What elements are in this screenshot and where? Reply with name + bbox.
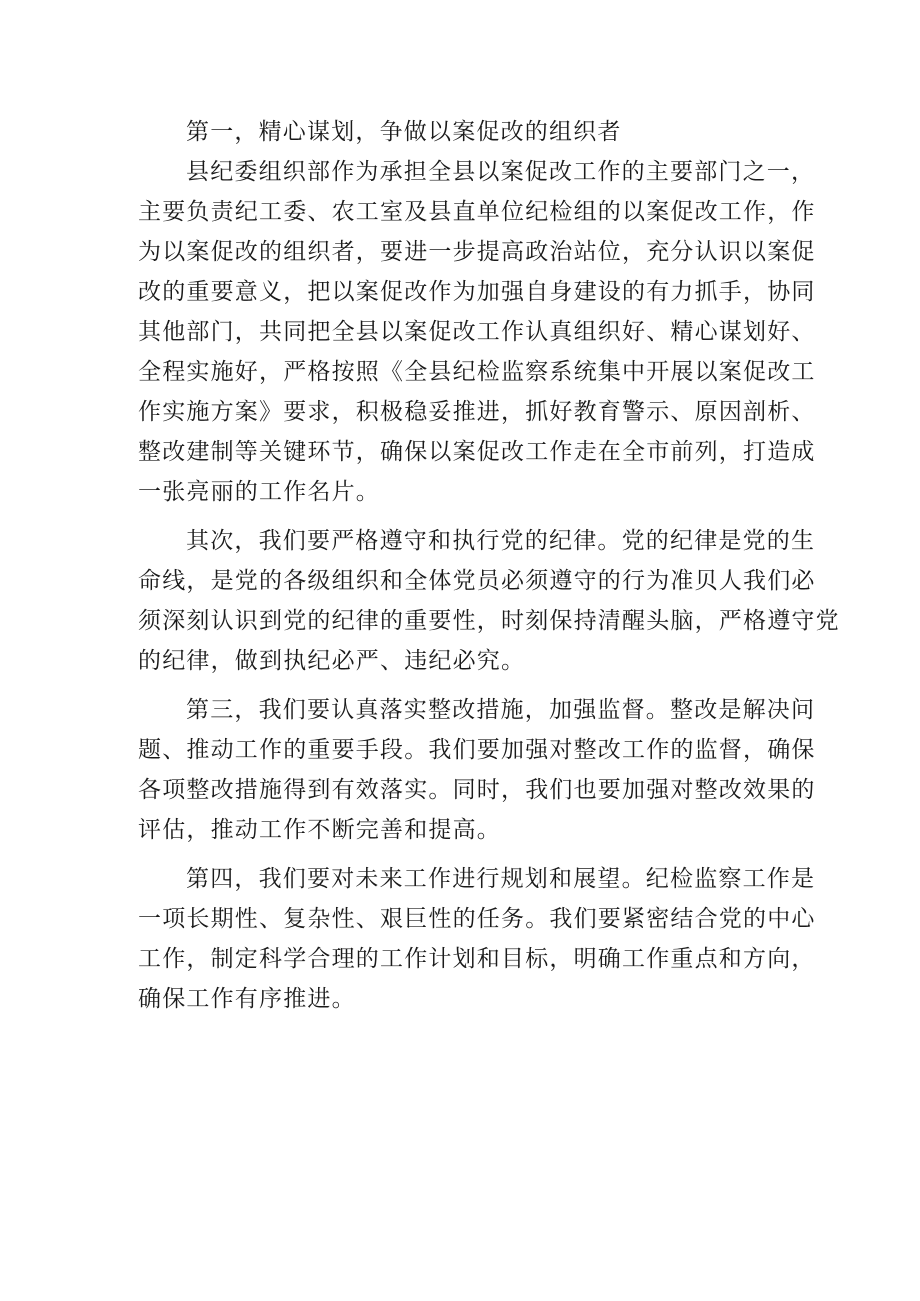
paragraph-line: 县纪委组织部作为承担全县以案促改工作的主要部门之一，	[186, 159, 816, 185]
paragraph-line: 改的重要意义，把以案促改作为加强自身建设的有力抓手，协同	[138, 279, 816, 305]
paragraph-line: 作实施方案》要求，积极稳妥推进，抓好教育警示、原因剖析、	[138, 399, 816, 425]
paragraph-line: 整改建制等关键环节，确保以案促改工作走在全市前列，打造成	[138, 439, 816, 465]
paragraph-2	[138, 521, 840, 681]
paragraph-line: 全程实施好，严格按照《全县纪检监察系统集中开展以案促改工	[138, 359, 816, 385]
paragraph-line: 的纪律，做到执纪必严、违纪必究。	[138, 648, 526, 674]
paragraph-line: 一张亮丽的工作名片。	[138, 479, 380, 505]
document-body	[138, 112, 840, 1028]
paragraph-4	[138, 859, 816, 1019]
paragraph-line: 一项长期性、复杂性、艰巨性的任务。我们要紧密结合党的中心	[138, 906, 816, 932]
paragraph-line: 各项整改措施得到有效落实。同时，我们也要加强对整改效果的	[138, 777, 816, 803]
paragraph-line: 其次，我们要严格遵守和执行党的纪律。党的纪律是党的生	[186, 528, 816, 554]
paragraph-line: 为以案促改的组织者，要进一步提高政治站位，充分认识以案促	[138, 239, 816, 265]
paragraph-line: 评估，推动工作不断完善和提高。	[138, 817, 501, 843]
paragraph-1	[138, 152, 816, 512]
paragraph-line: 第四，我们要对未来工作进行规划和展望。纪检监察工作是	[186, 866, 816, 892]
paragraph-line: 第三，我们要认真落实整改措施，加强监督。整改是解决问	[186, 697, 816, 723]
paragraph-line: 工作，制定科学合理的工作计划和目标，明确工作重点和方向，	[138, 946, 816, 972]
paragraph-line: 主要负责纪工委、农工室及县直单位纪检组的以案促改工作，作	[138, 199, 816, 225]
paragraph-line: 题、推动工作的重要手段。我们要加强对整改工作的监督，确保	[138, 737, 816, 763]
paragraph-line: 命线，是党的各级组织和全体党员必须遵守的行为准贝人我们必	[138, 568, 816, 594]
paragraph-line: 其他部门，共同把全县以案促改工作认真组织好、精心谋划好、	[138, 319, 816, 345]
paragraph-3	[138, 690, 816, 850]
paragraph-line: 确保工作有序推进。	[138, 986, 356, 1012]
paragraph-line: 须深刻认识到党的纪律的重要性，时刻保持清醒头脑，严格遵守党	[138, 608, 840, 634]
section-heading: 第一，精心谋划，争做以案促改的组织者	[186, 119, 622, 145]
